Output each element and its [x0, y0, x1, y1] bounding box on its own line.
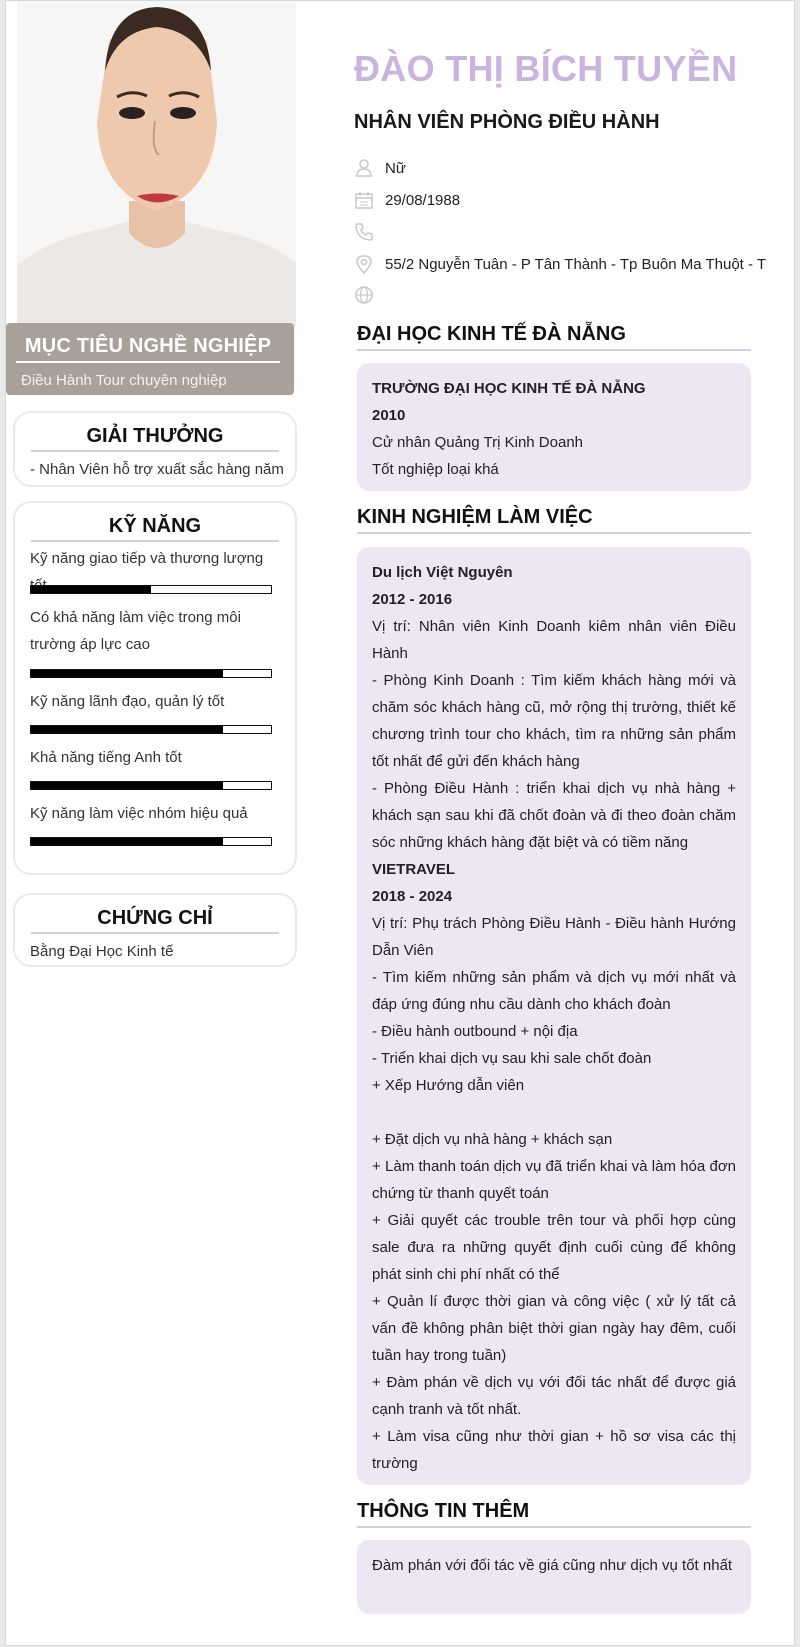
extra-info-heading: THÔNG TIN THÊM	[357, 1500, 751, 1528]
experience-heading: KINH NGHIỆM LÀM VIỆC	[357, 506, 751, 534]
person-icon	[354, 158, 374, 178]
career-objective-text: Điều Hành Tour chuyên nghiệp	[21, 372, 227, 389]
education-degree: Cử nhân Quảng Trị Kinh Doanh	[372, 434, 584, 451]
skill-name: Kỹ năng giao tiếp và thương lượng	[30, 550, 264, 567]
job-line: + Làm visa cũng như thời gian + hồ sơ visa các thị trường	[372, 1428, 736, 1472]
skill-level-bar	[30, 725, 272, 734]
skill-level-fill	[31, 586, 151, 593]
job-period: 2012 - 2016	[372, 591, 453, 608]
job-line: + Đặt dịch vụ nhà hàng + khách sạn	[372, 1131, 613, 1148]
education-school: TRƯỜNG ĐẠI HỌC KINH TẾ ĐÀ NẴNG	[372, 380, 646, 397]
job-line: Vị trí: Phụ trách Phòng Điều Hành - Điều hành Hướng Dẫn Viên	[372, 915, 736, 959]
job-line: - Điều hành outbound + nội địa	[372, 1023, 578, 1040]
job-line: - Phòng Kinh Doanh : Tìm kiếm khách hàng mới và chăm sóc khách hàng cũ, mở rộng thị trường, thiết kế chương trình tour cho khách, tìm ra những sản phẩm tốt nhất để gửi đến khách hàng	[372, 672, 736, 770]
job-line: + Giải quyết các trouble trên tour và phối hợp cùng sale đưa ra những quyết định cuối cùng để không phát sinh chi phí nhất có thể	[372, 1212, 736, 1283]
cv-page	[5, 0, 795, 1646]
address-row	[354, 251, 766, 277]
skill-name: Kỹ năng làm việc nhóm hiệu quả	[30, 805, 248, 822]
phone-row	[354, 219, 385, 245]
job-line: + Làm thanh toán dịch vụ đã triển khai và làm hóa đơn chứng từ thanh quyết toán	[372, 1158, 736, 1202]
education-grade: Tốt nghiệp loại khá	[372, 461, 499, 478]
skill-name: Kỹ năng lãnh đạo, quản lý tốt	[30, 693, 225, 710]
job-period: 2018 - 2024	[372, 888, 453, 905]
skill-name: Khả năng tiếng Anh tốt	[30, 749, 182, 766]
career-objective-heading: MỤC TIÊU NGHỀ NGHIỆP	[16, 335, 280, 363]
job-line: - Phòng Điều Hành : triển khai dịch vụ nhà hàng + khách sạn sau khi đã chốt đoàn và đi theo đoàn chăm sóc những khách hàng đặt biệt và có tiềm năng	[372, 780, 736, 851]
job-line: + Quản lí được thời gian và công việc ( xử lý tất cả vấn đề không phân biệt thời gian ngày hay đêm, cuối tuần hay trong tuần)	[372, 1293, 736, 1364]
education-heading: ĐẠI HỌC KINH TẾ ĐÀ NẴNG	[357, 323, 751, 351]
skill-level-bar	[30, 837, 272, 846]
skill-level-fill	[31, 838, 223, 845]
education-box	[357, 363, 751, 491]
skill-level-bar	[30, 781, 272, 790]
career-objective-section	[6, 323, 294, 395]
address-value: 55/2 Nguyễn Tuân - P Tân Thành - Tp Buôn Ma Thuột - T	[385, 255, 767, 273]
job-company: Du lịch Việt Nguyên	[372, 564, 513, 581]
dob-value: 29/08/1988	[385, 191, 461, 209]
candidate-name: ĐÀO THỊ BÍCH TUYỀN	[354, 48, 738, 89]
extra-info-text: Đàm phán với đối tác về giá cũng như dịch vụ tốt nhất	[372, 1557, 733, 1574]
gender-value: Nữ	[385, 159, 406, 177]
extra-info-box	[357, 1540, 751, 1614]
awards-text: - Nhân Viên hỗ trợ xuất sắc hàng năm	[30, 461, 284, 478]
skill-level-bar	[30, 669, 272, 678]
skill-level-fill	[31, 726, 223, 733]
job-line: + Đàm phán về dịch vụ với đối tác nhất để được giá cạnh tranh và tốt nhất.	[372, 1374, 736, 1418]
awards-card	[13, 411, 297, 487]
profile-photo	[17, 1, 296, 326]
job-line: - Tìm kiếm những sản phẩm và dịch vụ mới nhất và đáp ứng đúng nhu cầu dành cho khách đoàn	[372, 969, 736, 1013]
website-row	[354, 282, 385, 308]
phone-icon	[354, 222, 374, 242]
skill-name: Có khả năng làm việc trong môi trường áp lực cao	[30, 609, 241, 653]
skill-level-bar	[30, 585, 272, 594]
certificates-card	[13, 893, 297, 967]
education-year: 2010	[372, 407, 406, 424]
job-line: Vị trí: Nhân viên Kinh Doanh kiêm nhân viên Điều Hành	[372, 618, 736, 662]
dob-row	[354, 187, 460, 213]
certificates-text: Bằng Đại Học Kinh tế	[30, 943, 174, 960]
job-company: VIETRAVEL	[372, 861, 456, 878]
certificates-heading: CHỨNG CHỈ	[31, 907, 279, 934]
job-line: - Triển khai dịch vụ sau khi sale chốt đoàn	[372, 1050, 652, 1067]
job-line: + Xếp Hướng dẫn viên	[372, 1077, 525, 1094]
skills-card	[13, 501, 297, 875]
skill-level-fill	[31, 670, 223, 677]
location-pin-icon	[354, 254, 374, 274]
calendar-icon	[354, 190, 374, 210]
awards-heading: GIẢI THƯỞNG	[31, 425, 279, 452]
job-line-blank	[372, 1099, 736, 1126]
gender-row	[354, 155, 406, 181]
globe-icon	[354, 285, 374, 305]
job-title: NHÂN VIÊN PHÒNG ĐIỀU HÀNH	[354, 111, 660, 133]
experience-box	[357, 547, 751, 1485]
skill-level-fill	[31, 782, 223, 789]
skills-heading: KỸ NĂNG	[31, 515, 279, 542]
